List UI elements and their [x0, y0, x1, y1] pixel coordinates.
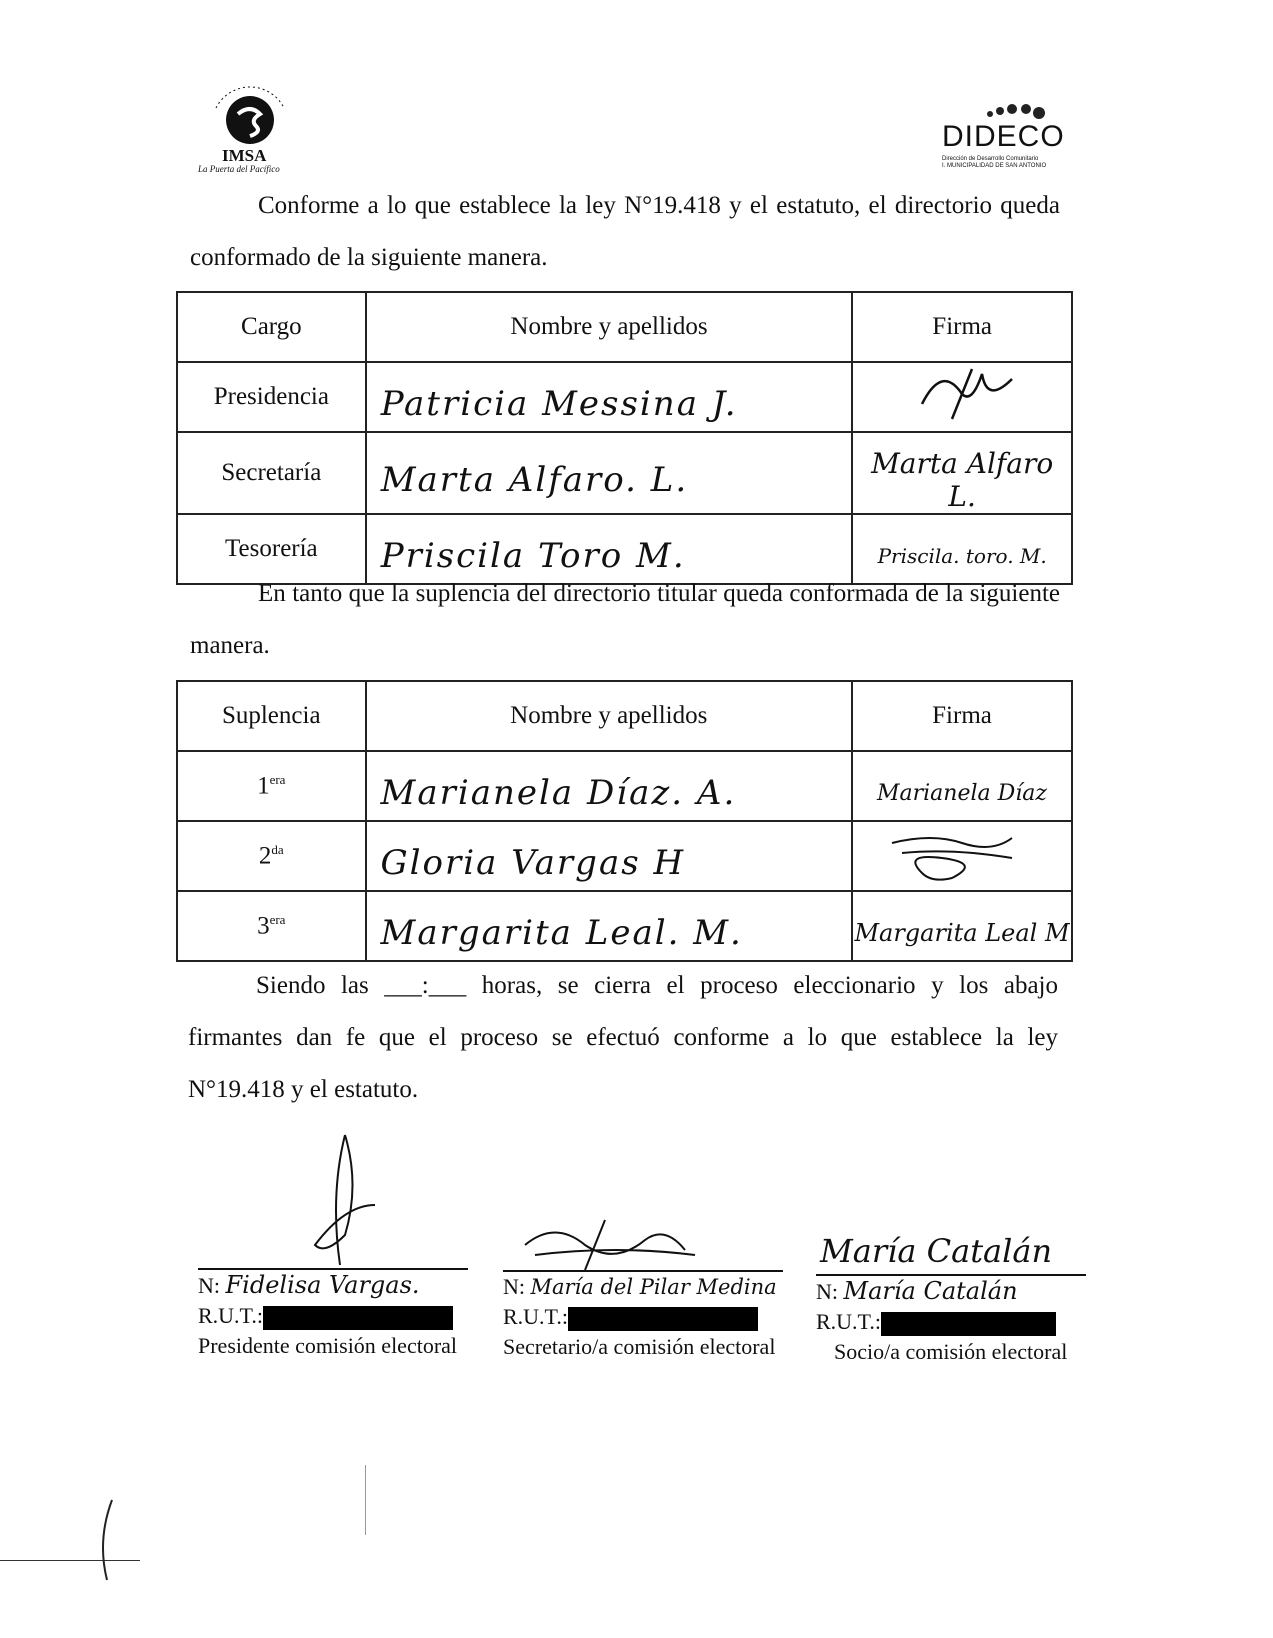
- signature-cell: [852, 891, 1072, 961]
- signature-block-member: [816, 1274, 1086, 1367]
- signature-scribble-icon: [300, 1130, 400, 1270]
- handwritten-signature: Margarita Leal M: [854, 919, 1070, 947]
- signature-block-president: [198, 1268, 468, 1361]
- signature-cell: [852, 821, 1072, 891]
- table-row: [177, 821, 1072, 891]
- suplencia-suffix: da: [271, 841, 284, 857]
- dideco-logo-text: DIDECO: [942, 120, 1065, 153]
- cargo-cell: Tesorería: [177, 514, 366, 584]
- closing-line-3: N°19.418 y el estatuto.: [188, 1076, 419, 1103]
- column-header: Suplencia: [177, 681, 366, 751]
- suplencia-number: 2: [258, 842, 272, 870]
- imsa-logo: [198, 78, 308, 178]
- name-label: N:: [503, 1274, 525, 1299]
- name-cell: [366, 821, 852, 891]
- closing-paragraph: [188, 960, 1058, 1116]
- closing-line-2: firmantes dan fe que el proceso se efectuó conforme a lo que establece la ley: [188, 1024, 1058, 1051]
- table-row: [177, 432, 1072, 514]
- suplencia-number: 3: [257, 912, 270, 940]
- signature-scribble-icon: [515, 1215, 715, 1275]
- redacted-rut: [881, 1312, 1056, 1336]
- name-cell: [366, 751, 852, 821]
- signer-role: Socio/a comisión electoral: [834, 1339, 1068, 1364]
- rut-label: R.U.T.:: [198, 1303, 263, 1328]
- suplencia-suffix: era: [269, 911, 286, 927]
- signer-role: Secretario/a comisión electoral: [503, 1334, 776, 1359]
- signer-name: Fidelisa Vargas.: [225, 1271, 420, 1299]
- suplencia-cell: [177, 891, 366, 961]
- rut-label: R.U.T.:: [503, 1304, 568, 1329]
- table-header-row: [177, 292, 1072, 362]
- intro-paragraph: Conforme a lo que establece la ley N°19.418 y el estatuto, el directorio queda conformado de la siguiente manera.: [190, 192, 1060, 271]
- redacted-rut: [263, 1306, 453, 1330]
- redacted-rut: [568, 1307, 758, 1331]
- name-cell: [366, 362, 853, 432]
- name-label: N:: [198, 1273, 220, 1298]
- handwritten-name: Gloria Vargas H: [380, 843, 686, 883]
- table-row: [177, 891, 1072, 961]
- signer-name: María Catalán: [843, 1277, 1018, 1305]
- column-header: Firma: [852, 292, 1072, 362]
- imsa-logo-text: IMSA: [222, 146, 267, 165]
- dideco-logo-sub2: I. MUNICIPALIDAD DE SAN ANTONIO: [942, 163, 1047, 169]
- middle-paragraph: En tanto que la suplencia del directorio titular queda conformada de la siguiente manera.: [190, 580, 1060, 659]
- handwritten-signature: Marta Alfaro L.: [871, 447, 1054, 513]
- signature-cell: [852, 362, 1072, 432]
- suplencia-cell: [177, 751, 366, 821]
- scan-artifact: [365, 1465, 366, 1535]
- signature-cell: [852, 751, 1072, 821]
- dideco-logo-sub1: Dirección de Desarrollo Comunitario: [942, 156, 1039, 162]
- rut-label: R.U.T.:: [816, 1309, 881, 1334]
- signer-name: María del Pilar Medina: [530, 1275, 777, 1299]
- dideco-dots-icon: [938, 100, 1068, 122]
- closing-line-1: Siendo las ___:___ horas, se cierra el proceso eleccionario y los abajo: [256, 972, 1058, 999]
- imsa-logo-motto: La Puerta del Pacífico: [198, 164, 280, 174]
- handwritten-signature: Marianela Díaz: [876, 780, 1048, 806]
- column-header: Firma: [852, 681, 1072, 751]
- dideco-logo: [938, 100, 1068, 180]
- table-row: [177, 751, 1072, 821]
- signature-scribble-icon: [882, 823, 1042, 883]
- suplencia-number: 1: [257, 772, 270, 800]
- name-cell: [366, 432, 853, 514]
- name-label: N:: [816, 1279, 838, 1304]
- directorio-table: [176, 291, 1073, 585]
- table-header-row: [177, 681, 1072, 751]
- scan-artifact-icon: [92, 1495, 122, 1585]
- column-header: Nombre y apellidos: [366, 681, 852, 751]
- table-row: [177, 362, 1072, 432]
- signature-block-secretary: [503, 1270, 783, 1362]
- handwritten-name: Margarita Leal. M.: [380, 913, 743, 953]
- handwritten-signature: María Catalán: [820, 1232, 1053, 1270]
- signature-cell: [852, 432, 1072, 514]
- signature-scribble-icon: [892, 364, 1032, 424]
- suplencia-cell: [177, 821, 366, 891]
- name-cell: [366, 891, 852, 961]
- column-header: Cargo: [177, 292, 366, 362]
- column-header: Nombre y apellidos: [366, 292, 853, 362]
- handwritten-name: Patricia Messina J.: [380, 384, 738, 424]
- handwritten-name: Marta Alfaro. L.: [380, 460, 689, 500]
- cargo-cell: Presidencia: [177, 362, 366, 432]
- handwritten-name: Priscila Toro M.: [380, 536, 686, 576]
- suplencia-table: [176, 680, 1073, 962]
- suplencia-suffix: era: [269, 771, 286, 787]
- signer-role: Presidente comisión electoral: [198, 1333, 458, 1358]
- handwritten-signature: Priscila. toro. M.: [877, 544, 1047, 568]
- handwritten-name: Marianela Díaz. A.: [380, 773, 737, 813]
- cargo-cell: Secretaría: [177, 432, 366, 514]
